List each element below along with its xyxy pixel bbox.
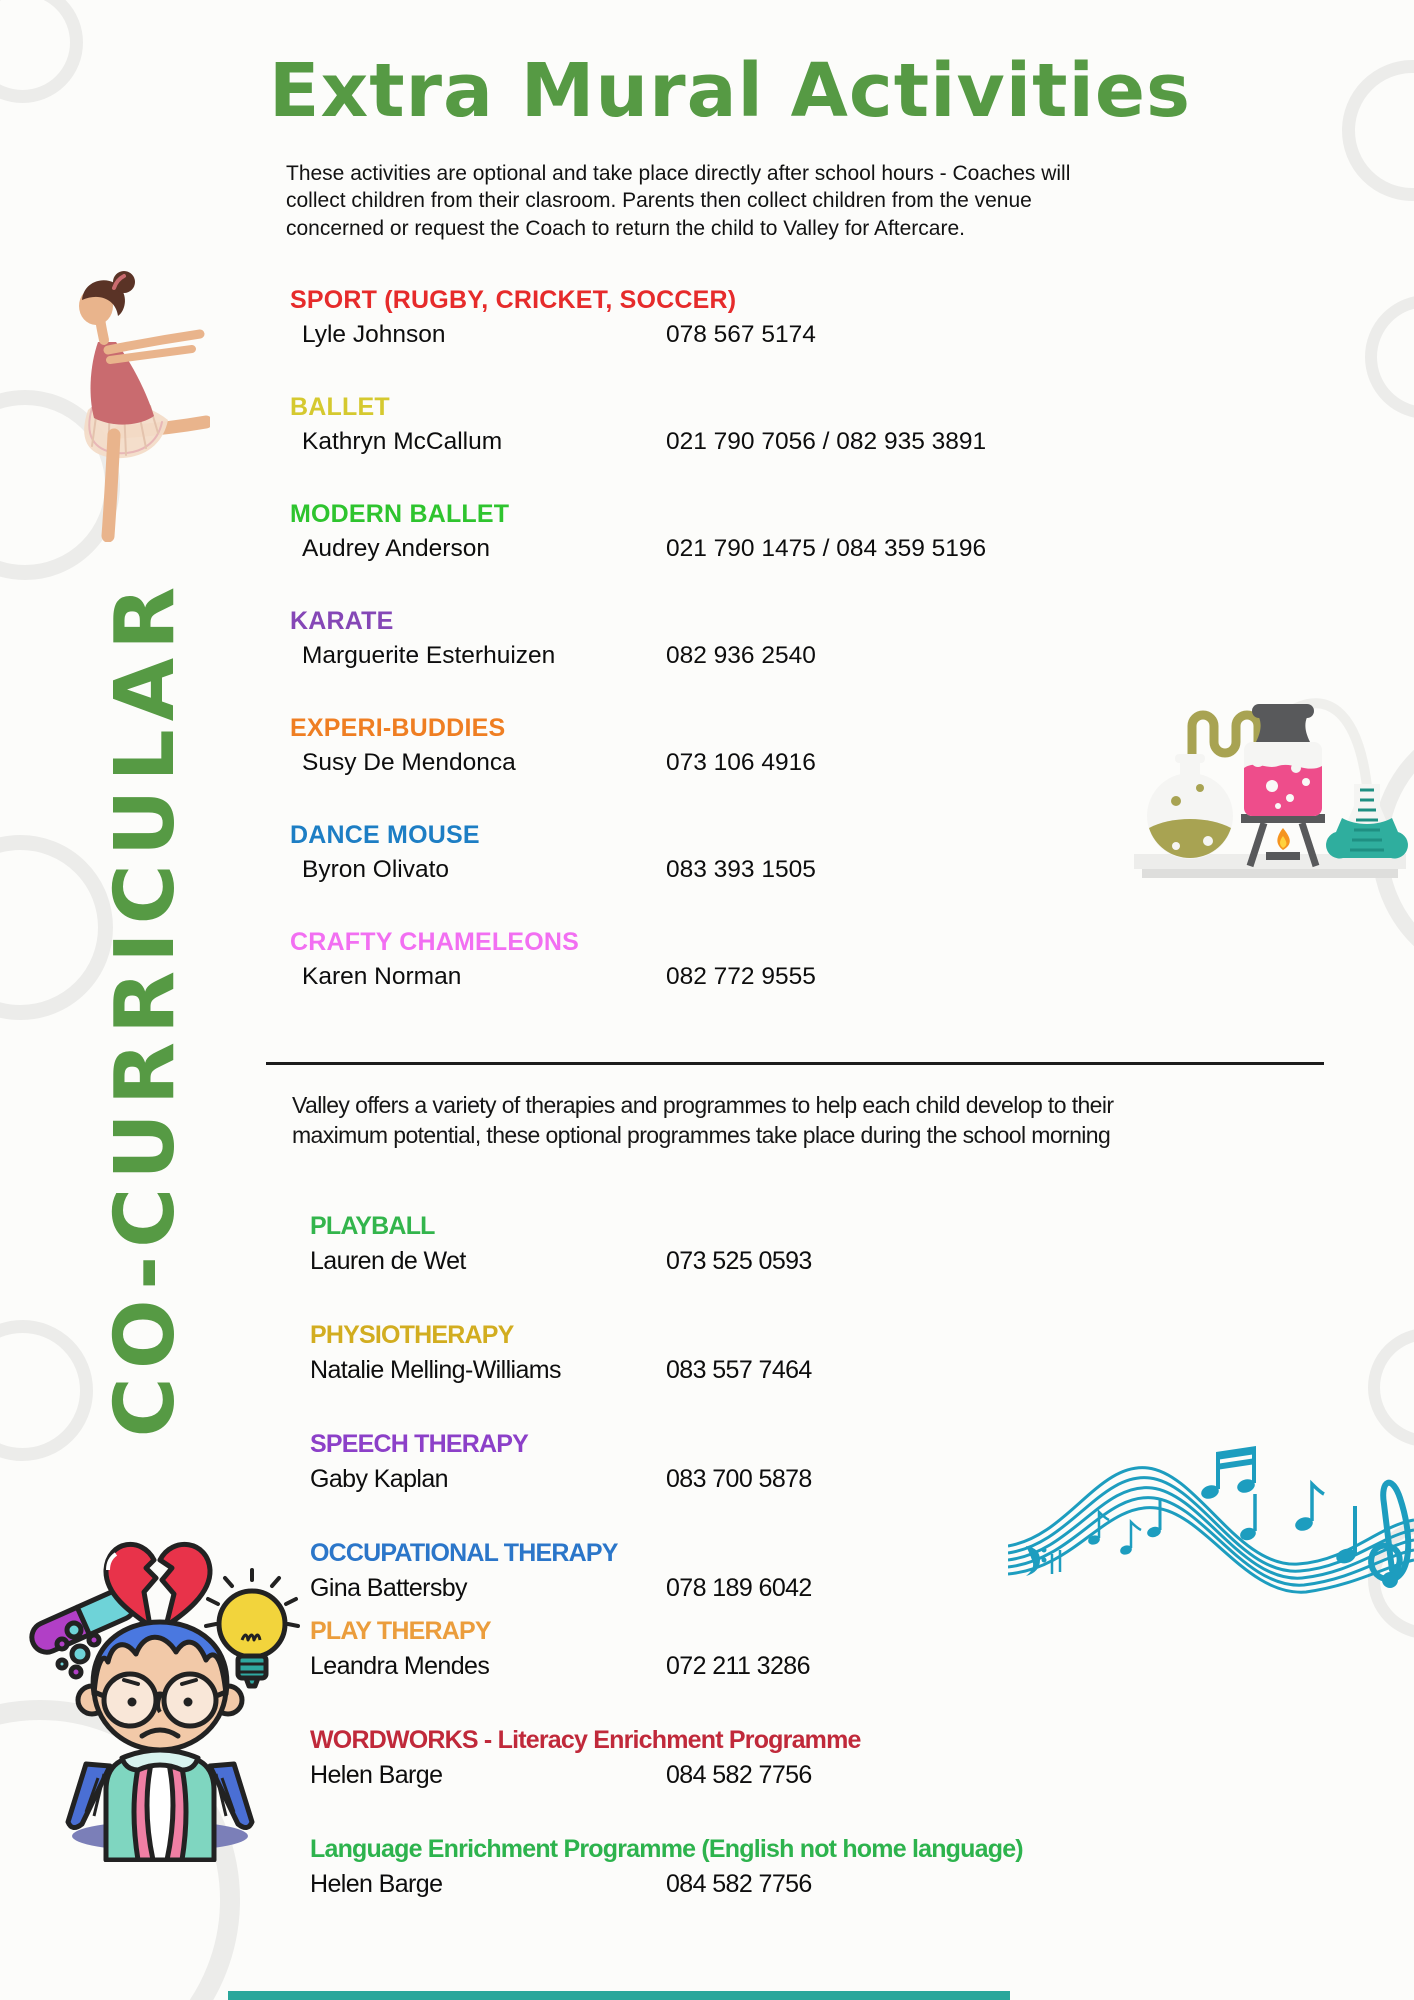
activity-item [290,607,986,670]
contact-phone: 084 582 7756 [666,1870,812,1898]
section-heading: SPORT (RUGBY, CRICKET, SOCCER) [290,286,737,314]
activity-item [290,714,986,777]
section-heading: OCCUPATIONAL THERAPY [310,1539,618,1567]
section-heading: CRAFTY CHAMELEONS [290,928,580,956]
decorative-circle [0,1320,93,1461]
contact-name: Leandra Mendes [310,1652,490,1680]
activity-item [310,1835,1023,1899]
decorative-circle [0,0,83,103]
contact-phone: 078 189 6042 [666,1574,812,1602]
intro-line: concerned or request the Coach to return the child to Valley for Aftercare. [286,216,965,240]
music-notes-illustration [1008,1428,1414,1628]
decorative-circle [0,835,113,1020]
activity-item [290,500,986,563]
contact-phone: 083 700 5878 [666,1465,812,1493]
contact-name: Helen Barge [310,1761,443,1789]
co-curricular-label: CO-CURRICULAR [98,578,193,1438]
section-divider [266,1062,1324,1065]
section-heading: PLAY THERAPY [310,1617,491,1645]
activity-item [290,821,986,884]
contact-phone: 072 211 3286 [666,1652,810,1680]
activity-item [310,1617,1023,1681]
activity-item [310,1212,1023,1276]
therapies-intro-line: maximum potential, these optional programmes take place during the school morning [292,1122,1111,1149]
section-heading: EXPERI-BUDDIES [290,714,506,742]
intro-line: collect children from their clasroom. Parents then collect children from the venue [286,189,1032,213]
contact-name: Marguerite Esterhuizen [302,642,556,669]
section-heading: PLAYBALL [310,1212,435,1240]
activity-item [290,393,986,456]
section-heading: KARATE [290,607,394,635]
bottom-accent-bar [228,1991,1010,2000]
activity-item [290,928,986,991]
decorative-circle [1365,295,1414,419]
contact-name: Byron Olivato [302,856,450,883]
section-heading: SPEECH THERAPY [310,1430,529,1458]
contact-name: Lauren de Wet [310,1247,466,1275]
contact-phone: 083 557 7464 [666,1356,812,1384]
section-heading: PHYSIOTHERAPY [310,1321,514,1349]
intro-line: These activities are optional and take place directly after school hours - Coaches will [286,162,1071,185]
contact-phone: 021 790 7056 / 082 935 3891 [666,428,987,455]
contact-name: Audrey Anderson [302,535,490,562]
therapies-intro [292,1090,1113,1151]
activity-item [290,286,986,349]
contact-phone: 084 582 7756 [666,1761,812,1789]
contact-phone: 073 525 0593 [666,1247,812,1275]
contact-phone: 021 790 1475 / 084 359 5196 [666,535,987,562]
contact-name: Lyle Johnson [302,321,446,348]
contact-phone: 082 936 2540 [666,642,816,669]
activity-item [310,1430,1023,1494]
sad-girl-illustration [18,1528,302,1862]
contact-phone: 083 393 1505 [666,856,816,883]
contact-phone: 073 106 4916 [666,749,816,776]
activity-item [310,1321,1023,1385]
intro-paragraph [286,160,1070,242]
contact-name: Helen Barge [310,1870,443,1898]
contact-name: Karen Norman [302,963,462,990]
therapies-intro-line: Valley offers a variety of therapies and programmes to help each child develop to their [292,1092,1114,1118]
section-heading: MODERN BALLET [290,500,510,528]
section-heading: WORDWORKS - Literacy Enrichment Programme [310,1726,861,1754]
contact-name: Natalie Melling-Williams [310,1356,561,1384]
contact-phone: 078 567 5174 [666,321,816,348]
contact-phone: 082 772 9555 [666,963,816,990]
contact-name: Gina Battersby [310,1574,467,1602]
activity-item [310,1539,1023,1603]
ballet-dancer-illustration [58,250,210,542]
page-title: Extra Mural Activities [268,48,1192,134]
contact-name: Susy De Mendonca [302,749,516,776]
section-heading: Language Enrichment Programme (English not home language) [310,1835,1023,1863]
decorative-circle [1342,60,1414,201]
contact-name: Gaby Kaplan [310,1465,448,1493]
activity-list-therapies [310,1212,1023,1944]
contact-name: Kathryn McCallum [302,428,503,455]
section-heading: DANCE MOUSE [290,821,480,849]
section-heading: BALLET [290,393,390,421]
activity-list-extra-mural [290,286,986,1035]
activity-item [310,1726,1023,1790]
science-lab-illustration [1128,656,1414,902]
